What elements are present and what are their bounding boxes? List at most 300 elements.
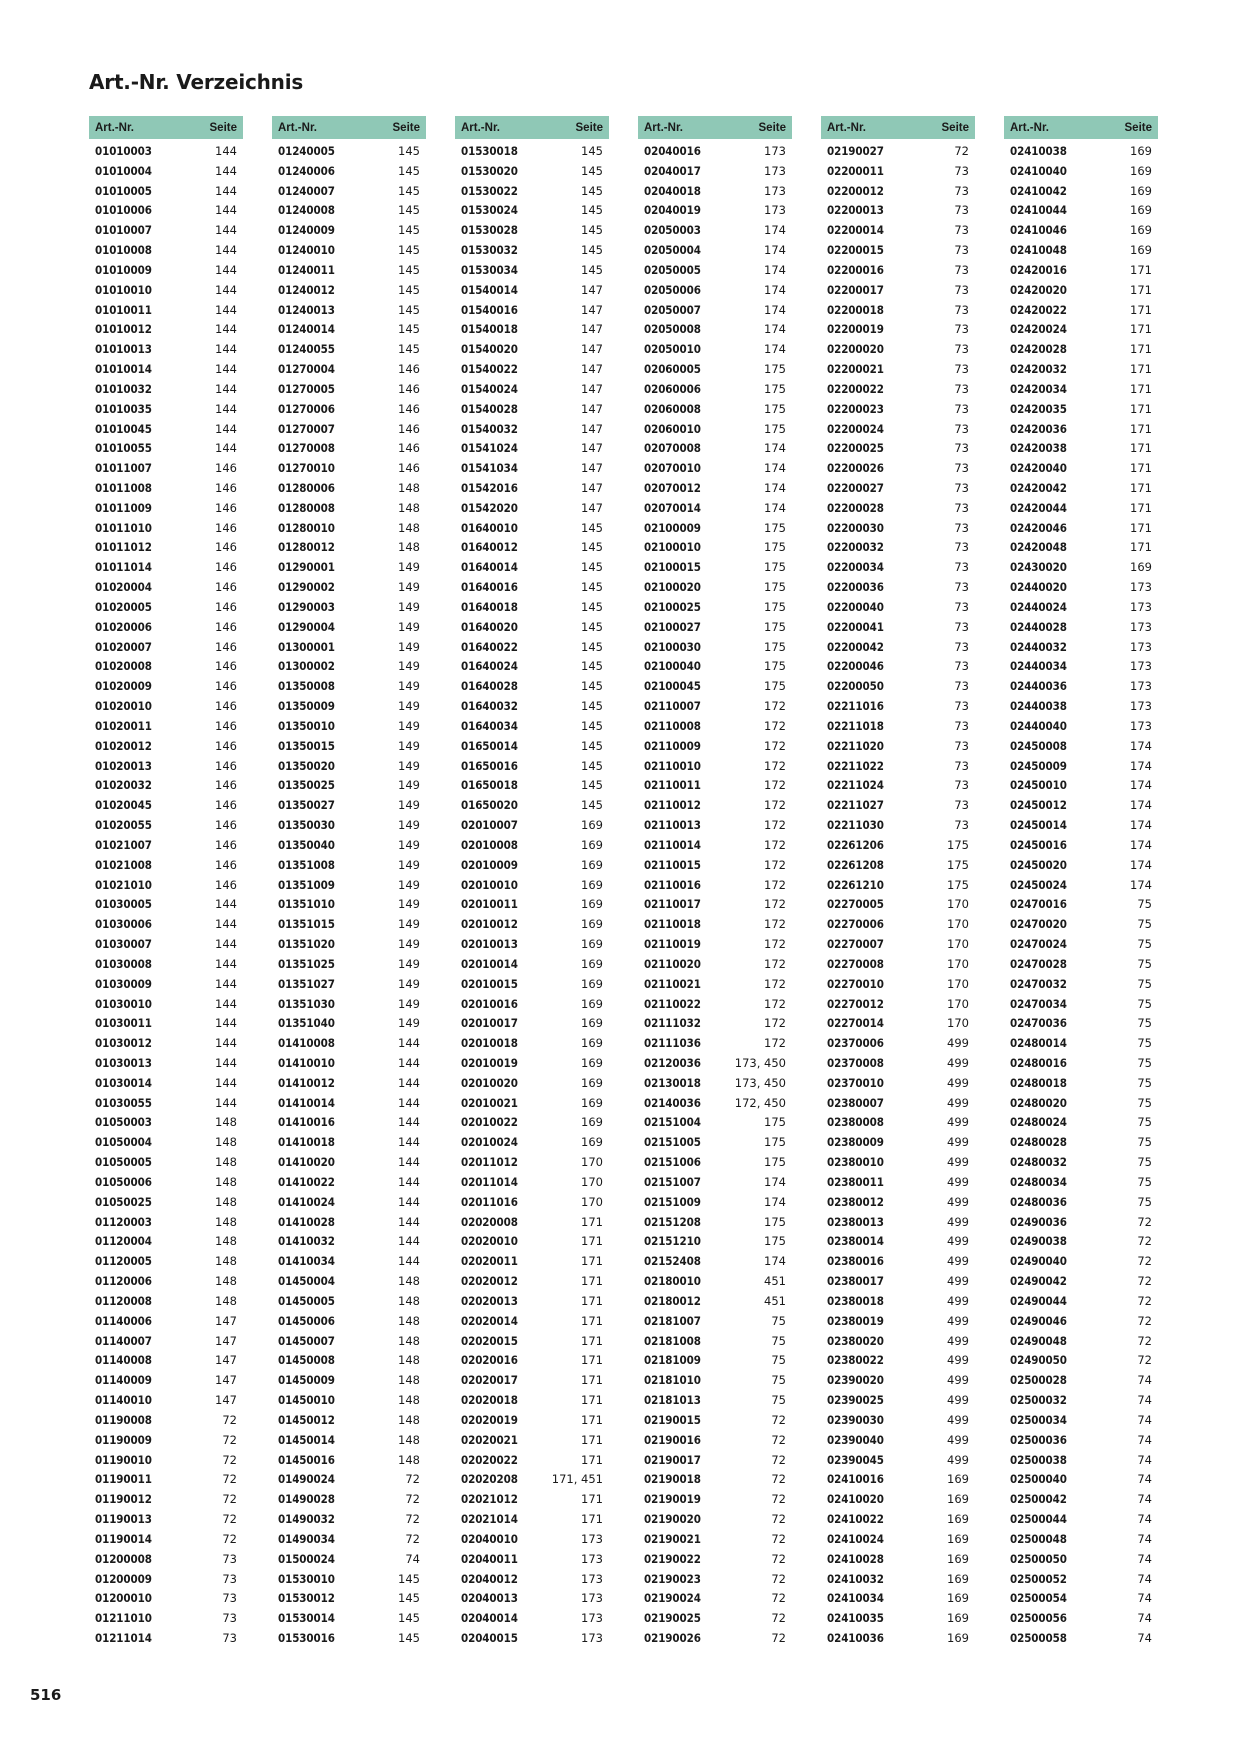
page-reference: 499 — [947, 1393, 969, 1408]
page-reference: 145 — [581, 183, 603, 198]
index-row — [638, 1251, 792, 1271]
index-row — [455, 1073, 609, 1093]
article-number: 02020008 — [461, 1214, 518, 1229]
article-number: 01020007 — [95, 639, 152, 654]
page-reference: 73 — [954, 243, 969, 258]
page-reference: 173 — [1130, 679, 1152, 694]
article-number: 01280010 — [278, 520, 335, 535]
article-number: 01011010 — [95, 520, 152, 535]
page-reference: 74 — [1137, 1472, 1152, 1487]
index-row — [89, 478, 243, 498]
article-number: 02181008 — [644, 1333, 701, 1348]
index-row — [1004, 795, 1158, 815]
article-number: 01020008 — [95, 659, 152, 674]
index-row — [89, 617, 243, 637]
page-reference: 146 — [215, 580, 237, 595]
article-number: 01351015 — [278, 917, 335, 932]
index-row — [821, 974, 975, 994]
page-reference: 149 — [398, 679, 420, 694]
article-number: 02410022 — [827, 1512, 884, 1527]
page-reference: 169 — [947, 1551, 969, 1566]
index-row — [272, 1053, 426, 1073]
page-reference: 146 — [215, 461, 237, 476]
article-number: 02020018 — [461, 1393, 518, 1408]
article-number: 02420038 — [1010, 441, 1067, 456]
article-number: 02011014 — [461, 1174, 518, 1189]
page-reference: 174 — [764, 282, 786, 297]
article-number: 02110020 — [644, 956, 701, 971]
index-row — [638, 637, 792, 657]
article-number: 02020019 — [461, 1412, 518, 1427]
page-reference: 75 — [1137, 1036, 1152, 1051]
page-reference: 172 — [764, 976, 786, 991]
page-reference: 172 — [764, 758, 786, 773]
article-number: 02420042 — [1010, 480, 1067, 495]
page-reference: 145 — [398, 183, 420, 198]
page-title: Art.-Nr. Verzeichnis — [89, 70, 304, 94]
page-reference: 499 — [947, 1075, 969, 1090]
index-row — [1004, 1450, 1158, 1470]
page-reference: 175 — [764, 639, 786, 654]
header-art-nr: Art.-Nr. — [461, 121, 500, 134]
article-number: 02200050 — [827, 679, 884, 694]
article-number: 01530016 — [278, 1631, 335, 1646]
page-reference: 73 — [222, 1591, 237, 1606]
index-row — [455, 1608, 609, 1628]
index-row — [89, 161, 243, 181]
article-number: 02151005 — [644, 1135, 701, 1150]
page-reference: 145 — [398, 1611, 420, 1626]
index-row — [272, 696, 426, 716]
index-row — [821, 300, 975, 320]
article-number: 02190024 — [644, 1591, 701, 1606]
page-reference: 145 — [398, 302, 420, 317]
column-header — [89, 116, 243, 139]
page-reference: 144 — [215, 243, 237, 258]
article-number: 02500032 — [1010, 1393, 1067, 1408]
page-reference: 169 — [1130, 243, 1152, 258]
page-reference: 75 — [1137, 917, 1152, 932]
page-reference: 145 — [581, 520, 603, 535]
article-number: 02370010 — [827, 1075, 884, 1090]
page-reference: 148 — [398, 1333, 420, 1348]
index-row — [638, 1291, 792, 1311]
article-number: 01350027 — [278, 798, 335, 813]
page-reference: 144 — [215, 183, 237, 198]
page-reference: 148 — [215, 1115, 237, 1130]
article-number: 02261206 — [827, 837, 884, 852]
article-number: 02021012 — [461, 1492, 518, 1507]
index-row — [638, 1549, 792, 1569]
article-number: 02040014 — [461, 1611, 518, 1626]
article-number: 01640022 — [461, 639, 518, 654]
page-reference: 145 — [398, 143, 420, 158]
article-number: 02370006 — [827, 1036, 884, 1051]
article-number: 01240008 — [278, 203, 335, 218]
article-number: 01450006 — [278, 1313, 335, 1328]
article-number: 02100040 — [644, 659, 701, 674]
article-number: 01021010 — [95, 877, 152, 892]
index-row — [821, 1469, 975, 1489]
article-number: 02410038 — [1010, 143, 1067, 158]
index-row — [455, 458, 609, 478]
page-reference: 75 — [1137, 1194, 1152, 1209]
index-row — [638, 319, 792, 339]
index-row — [455, 280, 609, 300]
page-reference: 145 — [398, 223, 420, 238]
article-number: 01270010 — [278, 461, 335, 476]
article-number: 02010015 — [461, 976, 518, 991]
page-reference: 171 — [1130, 480, 1152, 495]
article-number: 01020012 — [95, 738, 152, 753]
page-reference: 147 — [581, 302, 603, 317]
index-row — [89, 557, 243, 577]
article-number: 01200008 — [95, 1551, 152, 1566]
index-row — [638, 300, 792, 320]
index-row — [272, 1549, 426, 1569]
article-number: 02480018 — [1010, 1075, 1067, 1090]
index-row — [89, 1370, 243, 1390]
page-reference: 145 — [398, 282, 420, 297]
page-reference: 74 — [1137, 1492, 1152, 1507]
index-row — [821, 1430, 975, 1450]
article-number: 01640012 — [461, 540, 518, 555]
index-row — [1004, 1588, 1158, 1608]
page-reference: 175 — [764, 1115, 786, 1130]
page-reference: 171 — [1130, 401, 1152, 416]
index-row — [89, 1628, 243, 1648]
page-reference: 175 — [764, 619, 786, 634]
article-number: 02450012 — [1010, 798, 1067, 813]
page-reference: 169 — [581, 996, 603, 1011]
index-row — [89, 597, 243, 617]
page-reference: 173 — [1130, 659, 1152, 674]
page-reference: 73 — [954, 342, 969, 357]
index-row — [1004, 914, 1158, 934]
page-reference: 170 — [581, 1155, 603, 1170]
page-reference: 145 — [581, 143, 603, 158]
article-number: 02050005 — [644, 262, 701, 277]
index-row — [455, 756, 609, 776]
article-number: 02190022 — [644, 1551, 701, 1566]
page-reference: 171 — [1130, 461, 1152, 476]
index-row — [821, 994, 975, 1014]
index-row — [638, 339, 792, 359]
index-row — [89, 1469, 243, 1489]
index-row — [455, 1152, 609, 1172]
article-number: 02140036 — [644, 1095, 701, 1110]
article-number: 02420035 — [1010, 401, 1067, 416]
index-row — [821, 756, 975, 776]
article-number: 02390030 — [827, 1412, 884, 1427]
article-number: 01410012 — [278, 1075, 335, 1090]
column-header — [272, 116, 426, 139]
index-row — [1004, 1291, 1158, 1311]
page-reference: 499 — [947, 1135, 969, 1150]
index-row — [89, 1569, 243, 1589]
article-number: 02060006 — [644, 381, 701, 396]
index-row — [638, 1430, 792, 1450]
page-reference: 172 — [764, 718, 786, 733]
page-reference: 146 — [215, 480, 237, 495]
index-row — [1004, 1628, 1158, 1648]
page-reference: 174 — [764, 243, 786, 258]
index-row — [638, 1271, 792, 1291]
page-reference: 72 — [1137, 1234, 1152, 1249]
article-number: 02190019 — [644, 1492, 701, 1507]
page-reference: 173 — [581, 1591, 603, 1606]
article-number: 01450007 — [278, 1333, 335, 1348]
article-number: 02480014 — [1010, 1036, 1067, 1051]
article-number: 01351027 — [278, 976, 335, 991]
page-reference: 144 — [398, 1234, 420, 1249]
article-number: 02200036 — [827, 580, 884, 595]
page-reference: 149 — [398, 619, 420, 634]
index-row — [455, 1113, 609, 1133]
page-reference: 144 — [398, 1075, 420, 1090]
article-number: 02020013 — [461, 1293, 518, 1308]
index-row — [821, 1311, 975, 1331]
index-row — [272, 1489, 426, 1509]
article-number: 02020014 — [461, 1313, 518, 1328]
article-number: 01010032 — [95, 381, 152, 396]
page-reference: 174 — [1130, 818, 1152, 833]
article-number: 02190017 — [644, 1452, 701, 1467]
page-reference: 146 — [215, 679, 237, 694]
index-row — [1004, 161, 1158, 181]
article-number: 02410016 — [827, 1472, 884, 1487]
article-number: 02200042 — [827, 639, 884, 654]
page-reference: 147 — [215, 1353, 237, 1368]
page-reference: 169 — [947, 1631, 969, 1646]
article-number: 01410020 — [278, 1155, 335, 1170]
index-row — [89, 776, 243, 796]
article-number: 02420024 — [1010, 322, 1067, 337]
article-number: 02111036 — [644, 1036, 701, 1051]
article-number: 02200017 — [827, 282, 884, 297]
page-reference: 145 — [581, 738, 603, 753]
page-reference: 145 — [398, 1571, 420, 1586]
header-seite: Seite — [575, 121, 603, 134]
page-reference: 174 — [764, 1254, 786, 1269]
page-reference: 73 — [954, 500, 969, 515]
column-header — [455, 116, 609, 139]
page-reference: 149 — [398, 818, 420, 833]
article-number: 02100010 — [644, 540, 701, 555]
index-row — [272, 399, 426, 419]
page-reference: 72 — [1137, 1353, 1152, 1368]
index-row — [821, 736, 975, 756]
article-number: 02050006 — [644, 282, 701, 297]
index-row — [821, 1033, 975, 1053]
index-row — [821, 319, 975, 339]
page-reference: 169 — [581, 1135, 603, 1150]
page-reference: 147 — [581, 322, 603, 337]
article-number: 01280012 — [278, 540, 335, 555]
page-reference: 73 — [954, 758, 969, 773]
article-number: 01540028 — [461, 401, 518, 416]
index-row — [638, 419, 792, 439]
article-number: 01010010 — [95, 282, 152, 297]
page-reference: 72 — [771, 1631, 786, 1646]
page-reference: 172 — [764, 1036, 786, 1051]
page-reference: 175 — [764, 401, 786, 416]
page-reference: 171 — [1130, 302, 1152, 317]
index-row — [1004, 776, 1158, 796]
article-number: 02151208 — [644, 1214, 701, 1229]
article-number: 02040017 — [644, 163, 701, 178]
index-row — [821, 894, 975, 914]
index-row — [1004, 1132, 1158, 1152]
index-row — [89, 141, 243, 161]
page-reference: 149 — [398, 599, 420, 614]
index-row — [89, 399, 243, 419]
article-number: 02440034 — [1010, 659, 1067, 674]
article-number: 02480032 — [1010, 1155, 1067, 1170]
article-number: 02410036 — [827, 1631, 884, 1646]
article-number: 01351010 — [278, 897, 335, 912]
article-number: 02040016 — [644, 143, 701, 158]
index-row — [272, 240, 426, 260]
article-number: 02380012 — [827, 1194, 884, 1209]
page-reference: 171 — [581, 1333, 603, 1348]
page-reference: 146 — [215, 718, 237, 733]
header-art-nr: Art.-Nr. — [278, 121, 317, 134]
article-number: 02410034 — [827, 1591, 884, 1606]
article-number: 02470016 — [1010, 897, 1067, 912]
page-reference: 144 — [398, 1135, 420, 1150]
index-row — [455, 319, 609, 339]
article-number: 01030014 — [95, 1075, 152, 1090]
article-number: 02500034 — [1010, 1412, 1067, 1427]
index-row — [455, 141, 609, 161]
page-reference: 172 — [764, 818, 786, 833]
article-number: 02190016 — [644, 1432, 701, 1447]
index-row — [1004, 438, 1158, 458]
index-row — [89, 1271, 243, 1291]
page-reference: 171 — [581, 1313, 603, 1328]
page-reference: 175 — [947, 877, 969, 892]
page-reference: 145 — [581, 798, 603, 813]
page-reference: 72 — [771, 1571, 786, 1586]
article-number: 02200028 — [827, 500, 884, 515]
article-number: 01200009 — [95, 1571, 152, 1586]
article-number: 01240006 — [278, 163, 335, 178]
index-row — [272, 914, 426, 934]
page-reference: 148 — [215, 1135, 237, 1150]
index-row — [89, 1390, 243, 1410]
index-row — [821, 478, 975, 498]
page-reference: 174 — [764, 480, 786, 495]
article-number: 02500048 — [1010, 1531, 1067, 1546]
article-number: 02410028 — [827, 1551, 884, 1566]
article-number: 01450009 — [278, 1373, 335, 1388]
column-header — [638, 116, 792, 139]
article-number: 02450024 — [1010, 877, 1067, 892]
article-number: 02020016 — [461, 1353, 518, 1368]
page-reference: 144 — [398, 1036, 420, 1051]
page-reference: 74 — [1137, 1452, 1152, 1467]
index-row — [455, 339, 609, 359]
index-row — [638, 914, 792, 934]
article-number: 02110008 — [644, 718, 701, 733]
index-row — [1004, 458, 1158, 478]
index-row — [272, 1390, 426, 1410]
page-reference: 73 — [954, 480, 969, 495]
page-reference: 144 — [215, 897, 237, 912]
page-reference: 73 — [222, 1611, 237, 1626]
page-reference: 148 — [215, 1274, 237, 1289]
page-reference: 146 — [398, 421, 420, 436]
article-number: 02390020 — [827, 1373, 884, 1388]
page-reference: 145 — [581, 718, 603, 733]
index-row — [89, 319, 243, 339]
index-row — [1004, 1509, 1158, 1529]
index-row — [821, 458, 975, 478]
article-number: 02410048 — [1010, 243, 1067, 258]
article-number: 02181009 — [644, 1353, 701, 1368]
page-reference: 171 — [581, 1412, 603, 1427]
article-number: 01020004 — [95, 580, 152, 595]
article-number: 02100020 — [644, 580, 701, 595]
index-row — [89, 875, 243, 895]
article-number: 01010005 — [95, 183, 152, 198]
page-reference: 148 — [398, 1452, 420, 1467]
article-number: 01540024 — [461, 381, 518, 396]
article-number: 02200011 — [827, 163, 884, 178]
page-reference: 72 — [1137, 1333, 1152, 1348]
index-row — [638, 1331, 792, 1351]
page-reference: 73 — [954, 223, 969, 238]
article-number: 01540022 — [461, 362, 518, 377]
article-number: 02152408 — [644, 1254, 701, 1269]
page-reference: 499 — [947, 1313, 969, 1328]
article-number: 02120036 — [644, 1056, 701, 1070]
page-reference: 147 — [581, 480, 603, 495]
index-row — [272, 141, 426, 161]
article-number: 02500036 — [1010, 1432, 1067, 1447]
article-number: 01050005 — [95, 1155, 152, 1170]
index-row — [89, 1291, 243, 1311]
page-reference: 171 — [1130, 441, 1152, 456]
page-reference: 174 — [1130, 877, 1152, 892]
index-row — [821, 280, 975, 300]
index-row — [272, 419, 426, 439]
index-row — [638, 756, 792, 776]
article-number: 02200022 — [827, 381, 884, 396]
index-row — [272, 1608, 426, 1628]
article-number: 01021007 — [95, 837, 152, 852]
article-number: 02420036 — [1010, 421, 1067, 436]
page-reference: 171 — [581, 1393, 603, 1408]
article-number: 02010018 — [461, 1036, 518, 1051]
page-reference: 175 — [764, 679, 786, 694]
page-reference: 144 — [215, 322, 237, 337]
page-reference: 174 — [764, 1194, 786, 1209]
article-number: 02380010 — [827, 1155, 884, 1170]
article-number: 01300002 — [278, 659, 335, 674]
page-reference: 73 — [954, 282, 969, 297]
page-reference: 175 — [764, 599, 786, 614]
index-row — [89, 458, 243, 478]
page-reference: 169 — [947, 1531, 969, 1546]
index-row — [1004, 1192, 1158, 1212]
article-number: 02410046 — [1010, 223, 1067, 238]
index-row — [1004, 756, 1158, 776]
page-reference: 75 — [1137, 996, 1152, 1011]
page-reference: 171 — [581, 1353, 603, 1368]
article-number: 01542020 — [461, 500, 518, 515]
